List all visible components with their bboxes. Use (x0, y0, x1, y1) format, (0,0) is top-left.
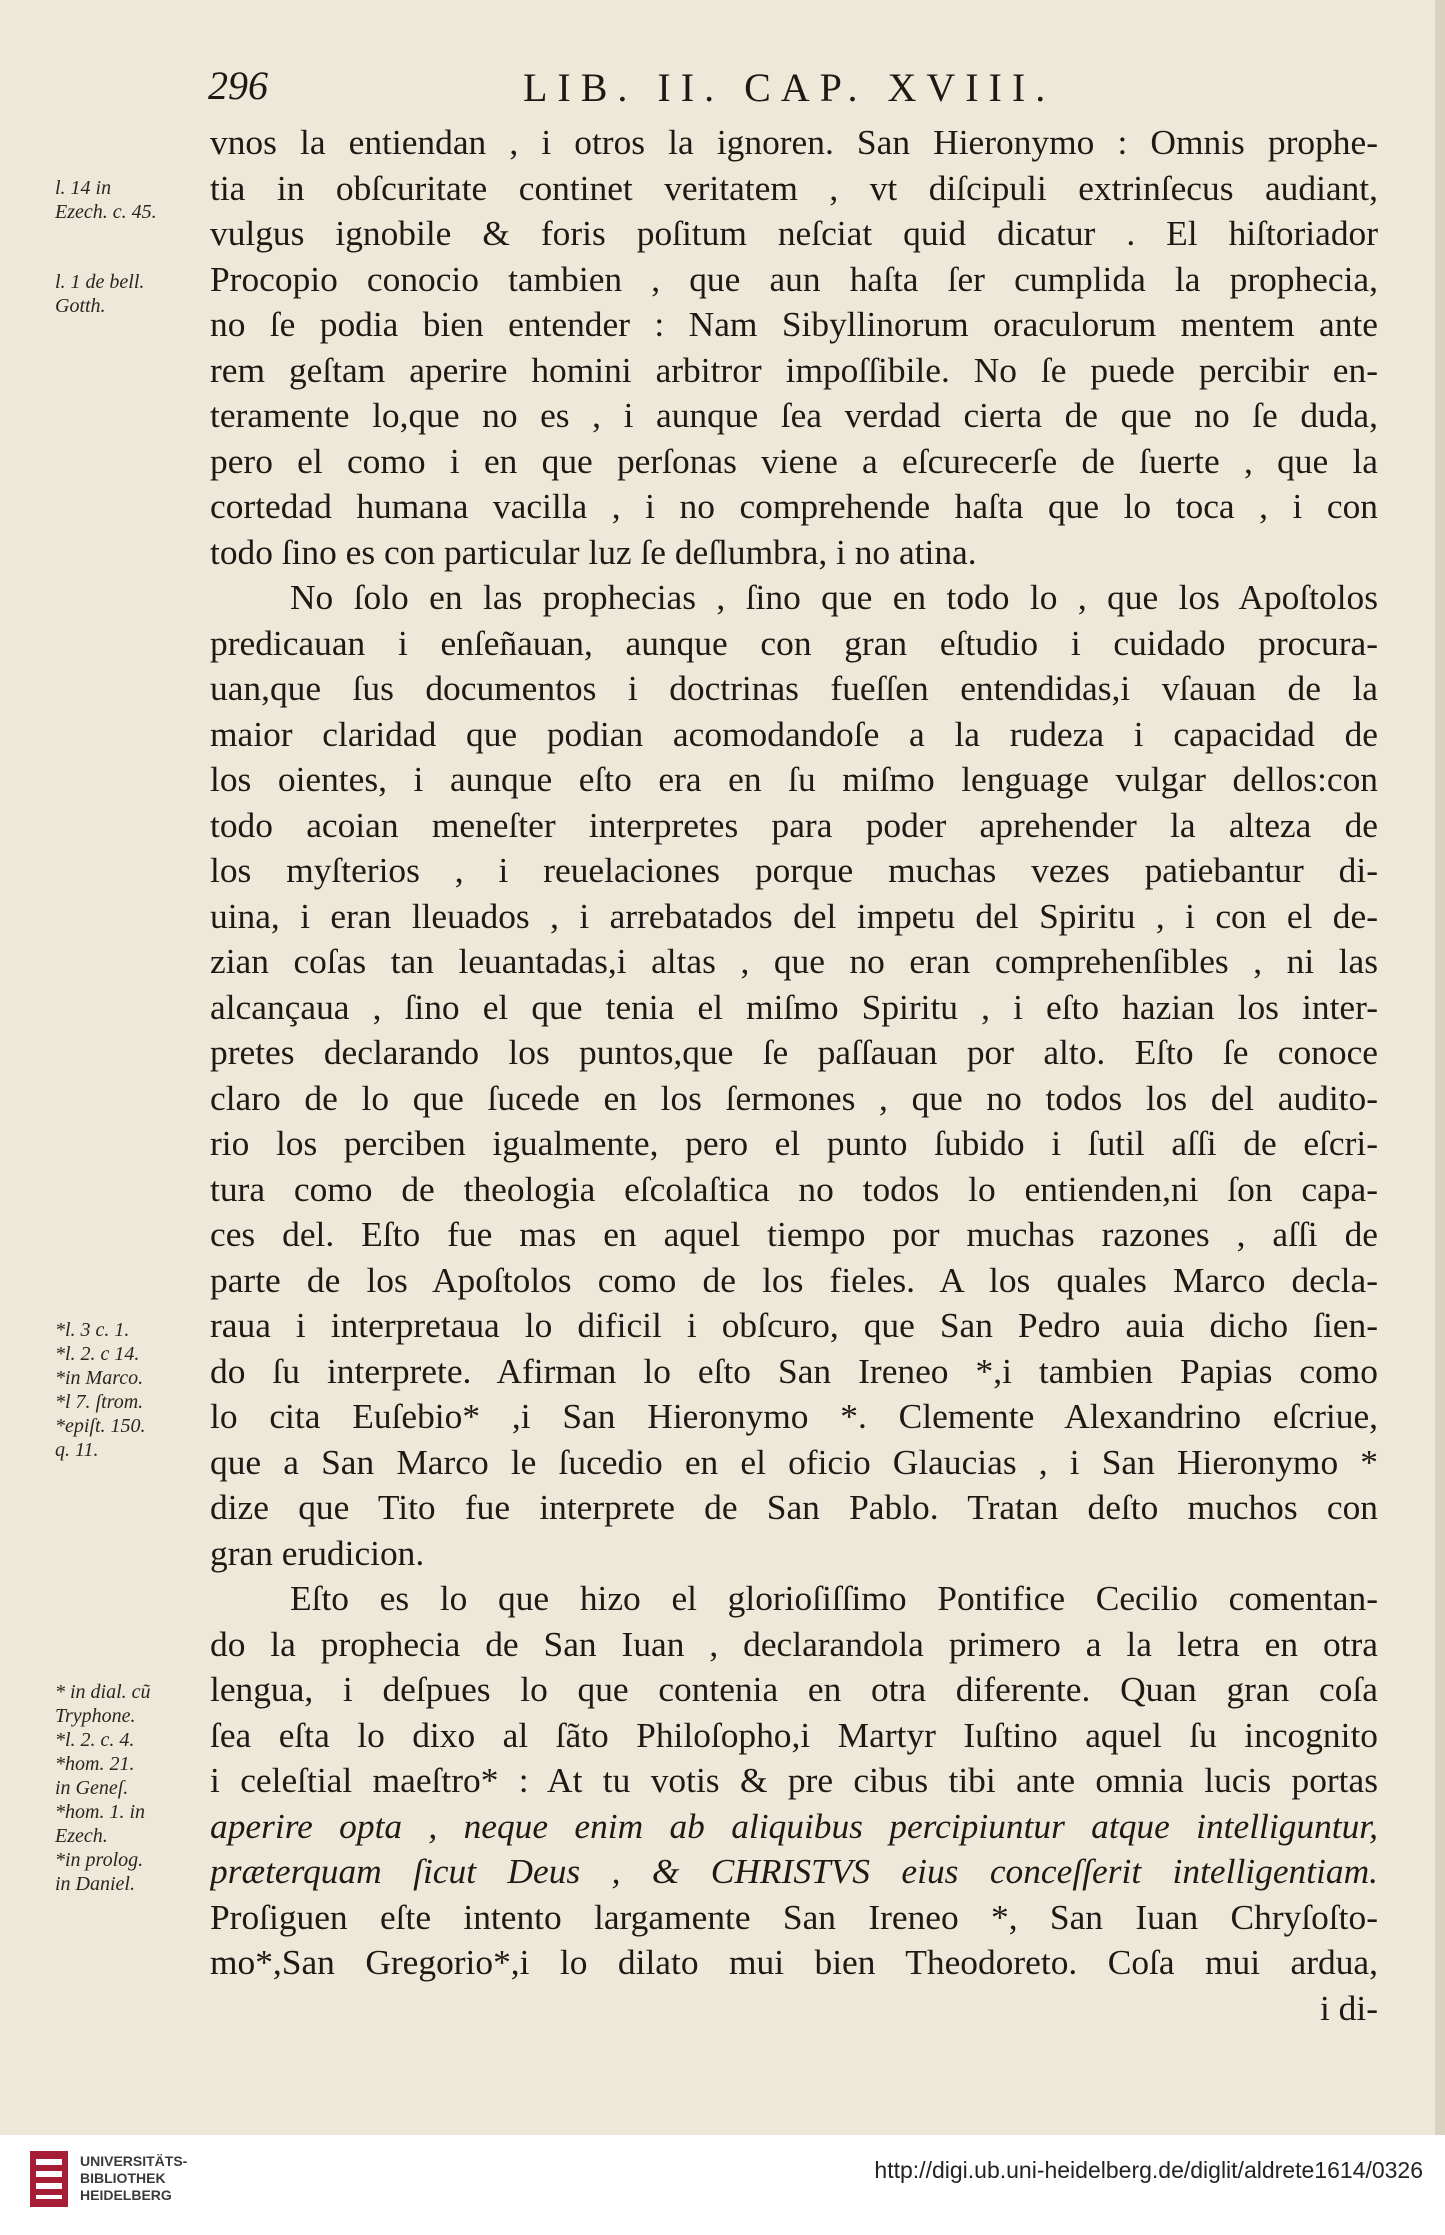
text-line: præterquam ſicut Deus , & CHRISTVS eius conceſſerit intelligentiam. (210, 1851, 1378, 1891)
library-name-line: BIBLIOTHEK (80, 2170, 166, 2186)
margin-note-line: l. 14 in (55, 177, 112, 199)
margin-note-line: * in dial. cũ (55, 1681, 151, 1703)
running-header (208, 62, 1378, 122)
margin-note (55, 176, 215, 224)
text-line: No ſolo en las prophecias , ſino que en todo lo , que los Apoſtolos (290, 577, 1378, 617)
text-line: do ſu interprete. Afirman lo eſto San Ireneo *,i tambien Papias como (210, 1350, 1378, 1391)
text-line: tura como de theologia eſcolaſtica no todos lo entienden,ni ſon capa- (210, 1168, 1378, 1209)
library-seal-icon (30, 2151, 68, 2207)
margin-note-line: Gotth. (55, 295, 106, 317)
text-line: no ſe podia bien entender : Nam Sibyllinorum oraculorum mentem ante (210, 304, 1378, 344)
text-line: aperire opta , neque enim ab aliquibus percipiuntur atque intelliguntur, (210, 1805, 1378, 1846)
page-edge (1435, 0, 1445, 2235)
margin-note-line: in Daniel. (55, 1873, 135, 1895)
margin-note-line: l. 1 de bell. (55, 271, 145, 293)
text-line: todo acoian meneſter interpretes para poder aprehender la alteza de (210, 804, 1378, 845)
library-name (80, 2153, 187, 2204)
text-line: maior claridad que podian acomodandoſe a la rudeza i capacidad de (210, 713, 1378, 754)
margin-note-line: *l. 3 c. 1. (55, 1319, 130, 1341)
margin-note-line: *l. 2. c. 4. (55, 1729, 135, 1751)
text-line: ces del. Eſto fue mas en aquel tiempo por muchas razones , aſſi de (210, 1214, 1378, 1254)
margin-note-line: *hom. 1. in (55, 1801, 145, 1823)
margin-note-line: Ezech. c. 45. (55, 201, 157, 223)
margin-note-line: Tryphone. (55, 1705, 136, 1727)
margin-note-line: *epiſt. 150. (55, 1415, 146, 1437)
library-logo[interactable] (30, 2147, 190, 2227)
text-line: Eſto es lo que hizo el glorioſiſſimo Pontifice Cecilio comentan- (290, 1578, 1378, 1618)
text-line: Procopio conocio tambien , que aun haſta ſer cumplida la prophecia, (210, 258, 1378, 299)
text-line: vnos la entiendan , i otros la ignoren. San Hieronymo : Omnis prophe- (210, 122, 1378, 162)
margin-note-line: *in Marco. (55, 1367, 144, 1389)
text-line: todo ſino es con particular luz ſe deſlumbra, i no atina. (210, 531, 977, 572)
text-line: claro de lo que ſucede en los ſermones , que no todos los del audito- (210, 1077, 1378, 1118)
text-line: uan,que ſus documentos i doctrinas fueſſen entendidas,i vſauan de la (210, 668, 1378, 708)
text-line: uina, i eran lleuados , i arrebatados del impetu del Spiritu , i con el de- (210, 895, 1378, 936)
margin-note-line: q. 11. (55, 1439, 99, 1461)
text-line: Proſiguen eſte intento largamente San Ireneo *, San Iuan Chryſoſto- (210, 1896, 1378, 1937)
margin-note-line: *l 7. ſtrom. (55, 1391, 144, 1413)
text-line: los myſterios , i reuelaciones porque muchas vezes patiebantur di- (210, 850, 1378, 890)
text-line: teramente lo,que no es , i aunque ſea verdad cierta de que no ſe duda, (210, 395, 1378, 435)
text-line: tia in obſcuritate continet veritatem , vt diſcipuli extrinſecus audiant, (210, 167, 1378, 208)
text-line: pero el como i en que perſonas viene a eſcurecerſe de ſuerte , que la (210, 440, 1378, 481)
text-line: dize que Tito fue interprete de San Pablo. Tratan deſto muchos con (210, 1487, 1378, 1527)
text-line: predicauan i enſeñauan, aunque con gran eſtudio i cuidado procura- (210, 622, 1378, 663)
main-text (210, 120, 1378, 2031)
library-name-line: UNIVERSITÄTS- (80, 2153, 188, 2169)
library-name-line: HEIDELBERG (80, 2187, 172, 2203)
margin-note (55, 270, 215, 318)
text-line: que a San Marco le ſucedio en el oficio Glaucias , i San Hieronymo * (210, 1441, 1378, 1482)
text-line: vulgus ignobile & foris poſitum neſciat quid dicatur . El hiſtoriador (210, 213, 1378, 253)
margin-note-line: *hom. 21. (55, 1753, 135, 1775)
text-line: i celeſtial maeſtro* : At tu votis & pre cibus tibi ante omnia lucis portas (210, 1760, 1378, 1800)
text-line: los oientes, i aunque eſto era en ſu miſmo lenguage vulgar dellos:con (210, 759, 1378, 799)
text-line: raua i interpretaua lo dificil i obſcuro, que San Pedro auia dicho ſien- (210, 1305, 1378, 1345)
text-line: zian coſas tan leuantadas,i altas , que no eran comprehenſibles , ni las (210, 941, 1378, 981)
viewer-footer (0, 2135, 1445, 2235)
text-line: pretes declarando los puntos,que ſe paſſauan por alto. Eſto ſe conoce (210, 1032, 1378, 1072)
text-line: rio los perciben igualmente, pero el punto ſubido i ſutil aſſi de eſcri- (210, 1123, 1378, 1163)
text-line: lengua, i deſpues lo que contenia en otra diferente. Quan gran coſa (210, 1669, 1378, 1709)
text-line: ſea eſta lo dixo al ſãto Philoſopho,i Martyr Iuſtino aquel ſu incognito (210, 1714, 1378, 1755)
running-head: LIB. II. CAP. XVIII. (523, 65, 1056, 110)
text-line: do la prophecia de San Iuan , declarandola primero a la letra en otra (210, 1623, 1378, 1664)
text-line: rem geſtam aperire homini arbitror impoſſibile. No ſe puede percibir en- (210, 349, 1378, 390)
text-line: alcançaua , ſino el que tenia el miſmo Spiritu , i eſto hazian los inter- (210, 986, 1378, 1027)
text-line: parte de los Apoſtolos como de los fieles. A los quales Marco decla- (210, 1259, 1378, 1300)
margin-note-line: *in prolog. (55, 1849, 144, 1871)
margin-note-line: in Geneſ. (55, 1777, 129, 1799)
text-line: cortedad humana vacilla , i no comprehende haſta que lo toca , i con (210, 486, 1378, 526)
text-line: lo cita Euſebio* ,i San Hieronymo *. Clemente Alexandrino eſcriue, (210, 1396, 1378, 1436)
margin-note (55, 1680, 215, 1896)
text-line: gran erudicion. (210, 1532, 425, 1573)
margin-note-line: Ezech. (55, 1825, 108, 1847)
text-line: mo*,San Gregorio*,i lo dilato mui bien Theodoreto. Coſa mui ardua, (210, 1942, 1378, 1982)
source-url-link[interactable]: http://digi.ub.uni-heidelberg.de/diglit/aldrete1614/0326 (874, 2157, 1423, 2183)
margin-note-line: *l. 2. c 14. (55, 1343, 140, 1365)
catchword: i di- (1320, 1987, 1378, 2028)
page-number: 296 (208, 63, 268, 108)
margin-note (55, 1318, 215, 1462)
